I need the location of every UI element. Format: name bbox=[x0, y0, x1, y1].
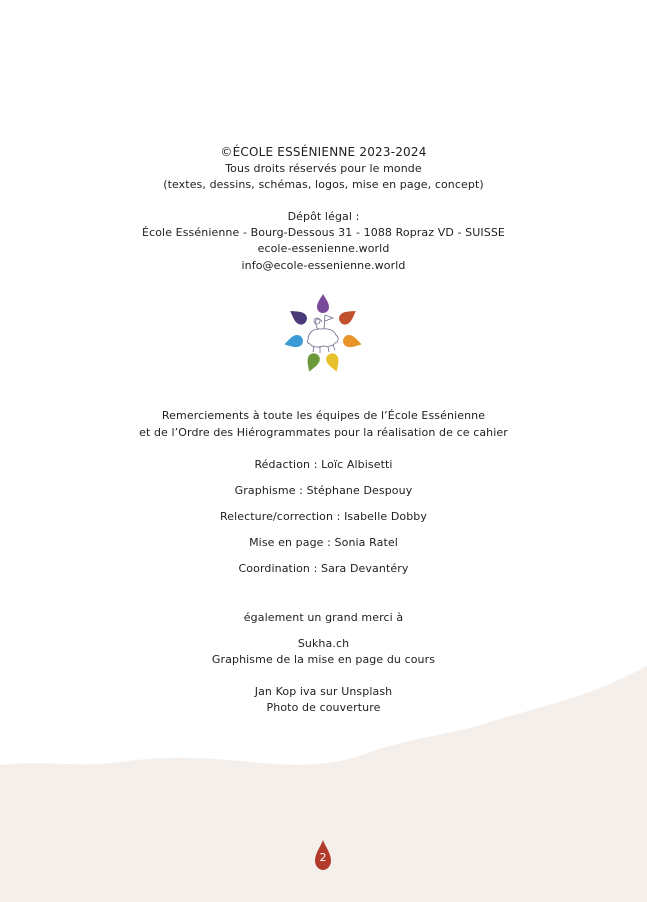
flame-purple-icon bbox=[317, 294, 329, 313]
flame-yellow-icon bbox=[325, 352, 343, 374]
credit-graphisme: Graphisme : Stéphane Despouy bbox=[234, 484, 413, 497]
extra-thanks-heading: également un grand merci à bbox=[243, 611, 404, 624]
copyright-title: ©ÉCOLE ESSÉNIENNE 2023-2024 bbox=[220, 145, 427, 159]
page-number: 2 bbox=[319, 851, 327, 864]
legal-heading: Dépôt légal : bbox=[287, 210, 360, 223]
photo-credit-name: Jan Kop iva sur Unsplash bbox=[254, 685, 393, 698]
lamb-icon bbox=[307, 315, 338, 353]
thanks-line-2: et de l’Ordre des Hiérogrammates pour la réalisation de ce cahier bbox=[139, 426, 508, 439]
ecole-essenienne-logo bbox=[278, 290, 368, 376]
flame-red-icon bbox=[337, 306, 359, 327]
credit-mise-en-page: Mise en page : Sonia Ratel bbox=[249, 536, 398, 549]
copyright-scope: (textes, dessins, schémas, logos, mise en page, concept) bbox=[163, 178, 484, 191]
legal-address: École Essénienne - Bourg-Dessous 31 - 1088 Ropraz VD - SUISSE bbox=[142, 226, 505, 239]
flame-green-icon bbox=[304, 352, 322, 374]
copyright-rights: Tous droits réservés pour le monde bbox=[225, 162, 422, 175]
flame-darkpurple-icon bbox=[287, 306, 309, 327]
flame-blue-icon bbox=[283, 334, 304, 351]
photo-credit-role: Photo de couverture bbox=[266, 701, 381, 714]
sukha-name: Sukha.ch bbox=[297, 637, 350, 650]
credit-relecture: Relecture/correction : Isabelle Dobby bbox=[219, 510, 428, 523]
legal-email: info@ecole-essenienne.world bbox=[241, 259, 406, 272]
thanks-line-1: Remerciements à toute les équipes de l’École Essénienne bbox=[161, 409, 486, 422]
credit-coordination: Coordination : Sara Devantéry bbox=[238, 562, 409, 575]
credit-redaction: Rédaction : Loïc Albisetti bbox=[254, 458, 393, 471]
flame-orange-icon bbox=[342, 334, 363, 351]
legal-website: ecole-essenienne.world bbox=[257, 242, 390, 255]
sukha-role: Graphisme de la mise en page du cours bbox=[211, 653, 436, 666]
